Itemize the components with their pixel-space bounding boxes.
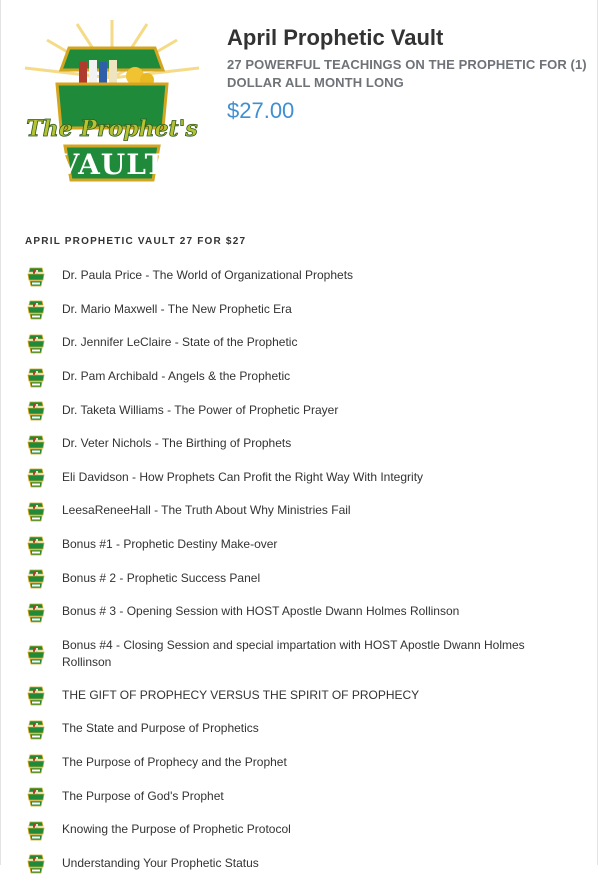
vault-logo-icon [17,18,207,188]
list-item-label: The State and Purpose of Prophetics [62,720,299,737]
list-item-label: LeesaReneeHall - The Truth About Why Ministries Fail [62,502,391,519]
list-item[interactable] [25,393,585,427]
product-price: $27.00 [227,96,587,126]
vault-icon [25,500,47,522]
list-item[interactable] [25,293,585,327]
product-title: April Prophetic Vault [227,24,587,52]
vault-icon [25,466,47,488]
list-item-label: Dr. Veter Nichols - The Birthing of Prophets [62,435,331,452]
list-item[interactable] [25,847,585,880]
list-item-label: Understanding Your Prophetic Status [62,855,299,872]
vault-icon [25,684,47,706]
list-item-label: Dr. Pam Archibald - Angels & the Prophetic [62,368,330,385]
vault-icon [25,534,47,556]
list-item-label: Dr. Taketa Williams - The Power of Prophetic Prayer [62,402,378,419]
list-item-label: Bonus #1 - Prophetic Destiny Make-over [62,536,317,553]
list-item[interactable] [25,813,585,847]
vault-icon [25,332,47,354]
list-item[interactable] [25,561,585,595]
list-item[interactable] [25,427,585,461]
list-item-label: The Purpose of God's Prophet [62,788,264,805]
list-item[interactable] [25,259,585,293]
list-item[interactable] [25,746,585,780]
list-item[interactable] [25,629,585,679]
vault-icon [25,852,47,874]
list-item-label: Knowing the Purpose of Prophetic Protocol [62,821,331,838]
list-item[interactable] [25,712,585,746]
vault-icon [25,643,47,665]
vault-icon [25,399,47,421]
list-item[interactable] [25,595,585,629]
vault-icon [25,298,47,320]
list-item-label: The Purpose of Prophecy and the Prophet [62,754,327,771]
vault-icon [25,785,47,807]
list-item[interactable] [25,494,585,528]
product-info [227,24,587,126]
list-item[interactable] [25,360,585,394]
list-item-label: Bonus # 3 - Opening Session with HOST Apostle Dwann Holmes Rollinson [62,603,499,620]
list-item-label: THE GIFT OF PROPHECY VERSUS THE SPIRIT OF PROPHECY [62,687,459,704]
vault-icon [25,718,47,740]
list-item[interactable] [25,779,585,813]
vault-icon [25,752,47,774]
vault-icon [25,433,47,455]
vault-icon [25,366,47,388]
list-item-label: Dr. Paula Price - The World of Organizational Prophets [62,267,393,284]
vault-icon [25,265,47,287]
product-header [1,0,597,215]
list-item[interactable] [25,679,585,713]
list-item-label: Dr. Mario Maxwell - The New Prophetic Era [62,301,332,318]
list-item-label: Eli Davidson - How Prophets Can Profit the Right Way With Integrity [62,469,463,486]
vault-icon [25,819,47,841]
section-label: APRIL PROPHETIC VAULT 27 FOR $27 [25,236,246,247]
list-item-label: Bonus #4 - Closing Session and special impartation with HOST Apostle Dwann Holmes Rollinson [62,637,585,671]
logo-script-text: The Prophet's [26,116,198,142]
list-item[interactable] [25,528,585,562]
product-subtitle: 27 POWERFUL TEACHINGS ON THE PROPHETIC FOR (1) DOLLAR ALL MONTH LONG [227,56,587,92]
vault-icon [25,601,47,623]
list-item[interactable] [25,326,585,360]
logo-vault-text: VAULT [57,148,167,181]
vault-icon [25,567,47,589]
list-item-label: Dr. Jennifer LeClaire - State of the Prophetic [62,334,337,351]
list-item[interactable] [25,461,585,495]
list-item-label: Bonus # 2 - Prophetic Success Panel [62,570,300,587]
teaching-list [25,259,585,880]
